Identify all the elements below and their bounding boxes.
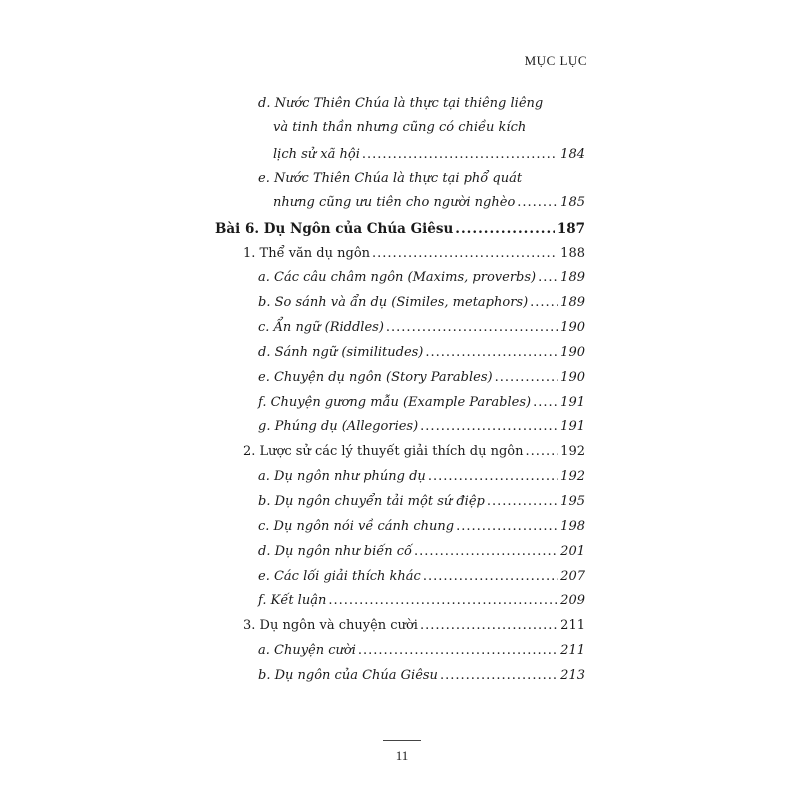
leader-dots (530, 293, 558, 313)
toc-entry-title: e. Các lối giải thích khác (258, 569, 421, 584)
toc-entry-title: f. Kết luận (258, 593, 327, 608)
toc-entry-title: e. Chuyện dụ ngôn (Story Parables) (258, 370, 493, 385)
leader-dots (455, 219, 555, 239)
page-number: 11 (395, 748, 409, 763)
leader-dots (420, 616, 558, 636)
toc-entry[interactable] (258, 542, 585, 562)
leader-dots (362, 145, 558, 165)
leader-dots (533, 393, 558, 413)
toc-section-page: 188 (560, 246, 585, 261)
toc-entry-page: 211 (560, 643, 585, 658)
toc-entry-title: nhưng cũng ưu tiên cho người nghèo (273, 195, 516, 210)
toc-entry-text: e. Nước Thiên Chúa là thực tại phổ quát (258, 171, 523, 186)
toc-entry-title: f. Chuyện gương mẫu (Example Parables) (258, 395, 532, 410)
toc-section-page: 192 (560, 444, 585, 459)
leader-dots (328, 591, 558, 611)
toc-entry[interactable] (258, 567, 585, 587)
toc-entry[interactable] (258, 641, 585, 661)
toc-entry-title: d. Sánh ngữ (similitudes) (258, 345, 424, 360)
toc-entry[interactable] (258, 467, 585, 487)
toc-section-title: 1. Thể văn dụ ngôn (243, 246, 371, 261)
toc-section-title: 3. Dụ ngôn và chuyện cười (243, 618, 418, 633)
running-header: MỤC LỤC (524, 53, 587, 68)
toc-entry-page: 191 (560, 395, 585, 410)
leader-dots (425, 343, 558, 363)
toc-entry[interactable] (258, 318, 585, 338)
toc-entry-title: b. Dụ ngôn chuyển tải một sứ điệp (258, 494, 485, 509)
toc-entry-title: c. Ẩn ngữ (Riddles) (258, 320, 384, 335)
leader-dots (414, 542, 558, 562)
toc-entry-page: 190 (560, 345, 585, 360)
toc-entry[interactable] (258, 343, 585, 363)
toc-entry[interactable] (273, 145, 585, 165)
toc-chapter-title: Bài 6. Dụ Ngôn của Chúa Giêsu (215, 221, 454, 237)
leader-dots (372, 244, 558, 264)
toc-entry-page: 191 (560, 419, 585, 434)
toc-entry[interactable] (258, 417, 585, 437)
toc-entry[interactable] (258, 492, 585, 512)
toc-entry-title: b. Dụ ngôn của Chúa Giêsu (258, 668, 438, 683)
toc-entry-title: lịch sử xã hội (273, 147, 360, 162)
toc-entry-text: d. Nước Thiên Chúa là thực tại thiêng liêng (258, 96, 544, 111)
toc-entry[interactable] (258, 393, 585, 413)
toc-entry-page: 184 (560, 147, 585, 162)
toc-entry-title: c. Dụ ngôn nói về cánh chung (258, 519, 455, 534)
toc-entry-page: 192 (560, 469, 585, 484)
toc-entry[interactable] (273, 193, 585, 213)
toc-entry-page: 213 (560, 668, 585, 683)
leader-dots (423, 567, 558, 587)
toc-section-entry[interactable] (243, 244, 585, 264)
leader-dots (487, 492, 558, 512)
toc-section-page: 211 (560, 618, 585, 633)
leader-dots (386, 318, 558, 338)
leader-dots (525, 442, 558, 462)
toc-entry-title: a. Các câu châm ngôn (Maxims, proverbs) (258, 270, 537, 285)
toc-entry-title: g. Phúng dụ (Allegories) (258, 419, 419, 434)
toc-entry-title: a. Chuyện cười (258, 643, 356, 658)
leader-dots (538, 268, 558, 288)
toc-section-entry[interactable] (243, 442, 585, 462)
toc-entry-page: 190 (560, 370, 585, 385)
footer-rule (383, 740, 421, 741)
toc-entry-page: 189 (560, 270, 585, 285)
toc-entry-title: d. Dụ ngôn như biến cố (258, 544, 413, 559)
leader-dots (456, 517, 558, 537)
leader-dots (420, 417, 558, 437)
toc-entry[interactable] (258, 268, 585, 288)
toc-entry-page: 195 (560, 494, 585, 509)
leader-dots (517, 193, 558, 213)
leader-dots (358, 641, 558, 661)
toc-section-entry[interactable] (243, 616, 585, 636)
toc-entry-page: 198 (560, 519, 585, 534)
toc-chapter-page: 187 (556, 221, 585, 237)
toc-entry-title: a. Dụ ngôn như phúng dụ (258, 469, 426, 484)
leader-dots (495, 368, 559, 388)
toc-entry[interactable] (258, 666, 585, 686)
toc-chapter-entry[interactable] (215, 219, 585, 239)
toc-entry-text: và tinh thần nhưng cũng có chiều kích (273, 120, 527, 135)
toc-entry-page: 209 (560, 593, 585, 608)
toc-entry-page: 190 (560, 320, 585, 335)
toc-entry-title: b. So sánh và ẩn dụ (Similes, metaphors) (258, 295, 529, 310)
toc-entry-page: 201 (560, 544, 585, 559)
toc-entry[interactable] (258, 293, 585, 313)
toc-section-title: 2. Lược sử các lý thuyết giải thích dụ ngôn (243, 444, 524, 459)
toc-entry[interactable] (258, 517, 585, 537)
toc-entry-page: 207 (560, 569, 585, 584)
toc-entry-page: 185 (560, 195, 585, 210)
leader-dots (440, 666, 558, 686)
toc-entry-page: 189 (560, 295, 585, 310)
leader-dots (428, 467, 558, 487)
toc-entry[interactable] (258, 368, 585, 388)
toc-entry[interactable] (258, 591, 585, 611)
